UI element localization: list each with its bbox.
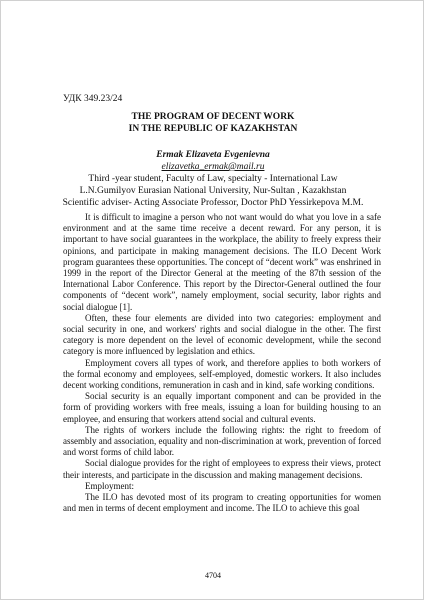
page-number: 4704 bbox=[205, 571, 221, 580]
paragraph: Social security is an equally important component and can be provided in the form of providing workers with free meals, issuing a loan for building housing to an employee, and ensuring that workers attend social and cultural events. bbox=[63, 391, 381, 424]
author-affiliation-2: L.N.Gumilyov Eurasian National University, Nur-Sultan , Kazakhstan bbox=[79, 186, 347, 196]
paragraph: It is difficult to imagine a person who not want would do what you love in a safe environment and at the same time receive a decent reward. For any person, it is important to have social guarantees in the workplace, the ability to freely express their opinions, and participate in making management decisions. The ILO Decent Work program guarantees these opportunities. The concept of “decent work” was enshrined in 1999 in the report of the Director General at the meeting of the 87th session of the International Labor Conference. This report by the Director-General outlined the four components of “decent work”, namely employment, social security, labor rights and social dialogue [1]. bbox=[63, 212, 381, 312]
scientific-adviser: Scientific adviser- Acting Associate Professor, Doctor PhD Yessirkepova M.M. bbox=[62, 198, 364, 208]
paragraph: The rights of workers include the following rights: the right to freedom of assembly and association, equality and non-discrimination at work, prevention of forced and worst forms of child labor. bbox=[63, 424, 381, 458]
body-text bbox=[63, 212, 381, 514]
author-block bbox=[1, 149, 424, 209]
paper-title bbox=[1, 111, 424, 135]
author-email[interactable]: elizavetka_ermak@mail.ru bbox=[161, 162, 265, 172]
title-line-1: THE PROGRAM OF DECENT WORK bbox=[131, 112, 295, 122]
paragraph: Employment covers all types of work, and therefore applies to both workers of the formal economy and employees, self-employed, domestic workers. It also includes decent working conditions, remuneration in cash and in kind, safe working conditions. bbox=[63, 357, 381, 391]
title-line-2: IN THE REPUBLIC OF KAZAKHSTAN bbox=[128, 124, 298, 134]
paragraph: Social dialogue provides for the right of employees to express their views, protect their interests, and participate in the discussion and making management decisions. bbox=[63, 458, 381, 480]
paragraph: The ILO has devoted most of its program to creating opportunities for women and men in terms of decent employment and income. The ILO to achieve this goal bbox=[63, 492, 381, 514]
udk-code: УДК 349.23/24 bbox=[63, 94, 123, 104]
section-heading: Employment: bbox=[85, 480, 134, 491]
paragraph: Often, these four elements are divided into two categories: employment and social security in one, and workers' rights and social dialogue in the other. The first category is more dependent on the level of economic development, while the second category is more influenced by legislation and ethics. bbox=[63, 312, 381, 357]
author-name: Ermak Elizaveta Evgenievna bbox=[156, 150, 270, 160]
author-affiliation-1: Third -year student, Faculty of Law, specialty - International Law bbox=[88, 174, 338, 184]
